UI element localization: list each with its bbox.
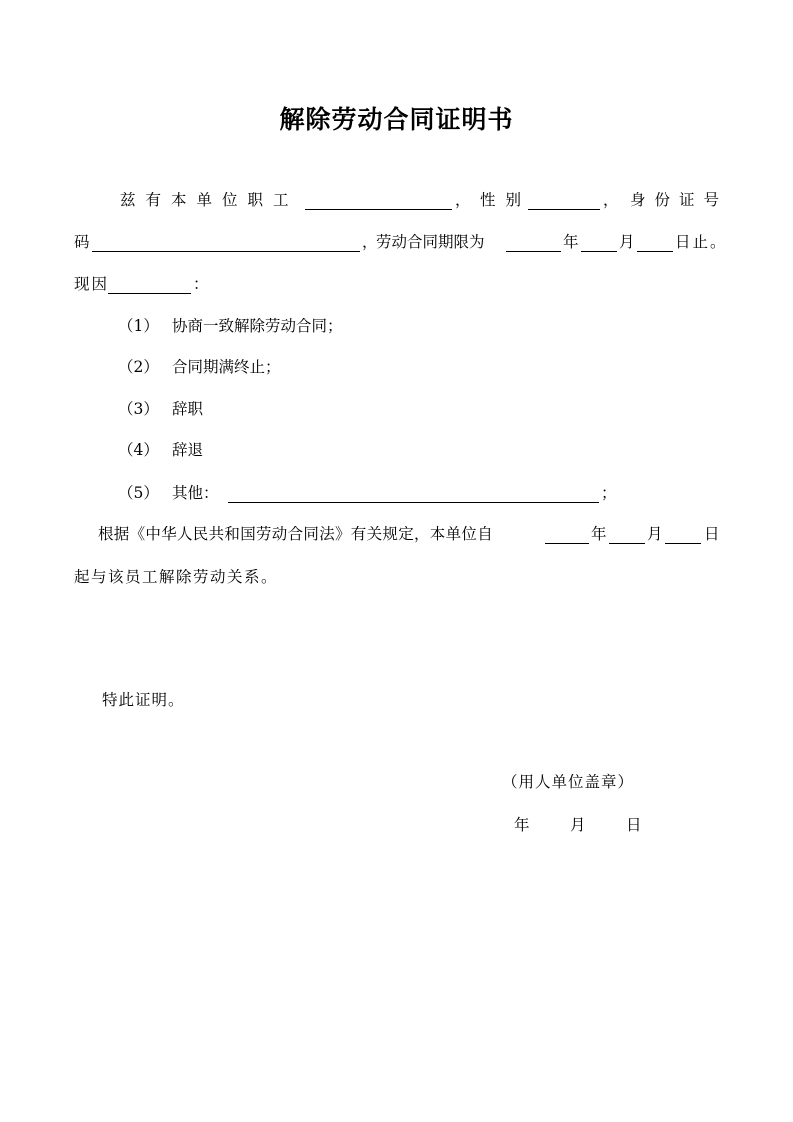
contract-term-label: 劳动合同期限为 <box>376 233 485 251</box>
employee-name-field[interactable] <box>305 209 452 210</box>
option-number: （2） <box>118 358 159 376</box>
option-number: （3） <box>118 400 159 418</box>
reason-label: 现因 <box>74 275 110 293</box>
comma: ， <box>362 233 378 251</box>
id-number-label: 身份证号 <box>630 191 729 209</box>
day-end-label: 日止。 <box>675 233 728 251</box>
reason-field[interactable] <box>108 293 191 294</box>
month-label: 月 <box>619 233 635 251</box>
termination-year-field[interactable] <box>545 543 589 544</box>
comma: ， <box>603 191 619 209</box>
month-label: 月 <box>647 525 663 543</box>
option-dismissal: 辞退 <box>172 441 204 459</box>
employer-stamp-label: （用人单位盖章） <box>502 773 635 791</box>
document-title: 解除劳动合同证明书 <box>279 105 514 134</box>
signature-month-label: 月 <box>570 816 586 834</box>
contract-day-field[interactable] <box>637 251 673 252</box>
other-reason-field[interactable] <box>228 502 599 503</box>
option-number: （1） <box>118 317 159 335</box>
id-number-label-end: 码 <box>74 233 90 251</box>
comma: ， <box>455 191 471 209</box>
day-label: 日 <box>704 525 720 543</box>
employee-intro-label: 兹有本单位职工 <box>120 191 299 209</box>
id-number-field[interactable] <box>92 251 360 252</box>
year-label: 年 <box>591 525 607 543</box>
gender-label: 性别 <box>480 191 532 209</box>
gender-field[interactable] <box>528 209 600 210</box>
option-number: （5） <box>118 484 159 502</box>
contract-month-field[interactable] <box>581 251 617 252</box>
option-contract-expiry: 合同期满终止； <box>172 358 281 376</box>
termination-month-field[interactable] <box>609 543 645 544</box>
option-number: （4） <box>118 441 159 459</box>
contract-year-field[interactable] <box>506 251 561 252</box>
option-resignation: 辞职 <box>172 400 204 418</box>
colon: ： <box>193 275 209 293</box>
legal-basis-text: 根据《中华人民共和国劳动合同法》有关规定，本单位自 <box>98 525 494 543</box>
option-other: 其他： <box>172 484 219 502</box>
option-mutual-agreement: 协商一致解除劳动合同； <box>172 317 343 335</box>
closing-statement: 特此证明。 <box>102 691 185 709</box>
termination-day-field[interactable] <box>665 543 701 544</box>
termination-statement: 起与该员工解除劳动关系。 <box>74 568 279 586</box>
semicolon: ； <box>601 484 617 502</box>
year-label: 年 <box>563 233 579 251</box>
signature-day-label: 日 <box>626 816 642 834</box>
signature-year-label: 年 <box>514 816 530 834</box>
